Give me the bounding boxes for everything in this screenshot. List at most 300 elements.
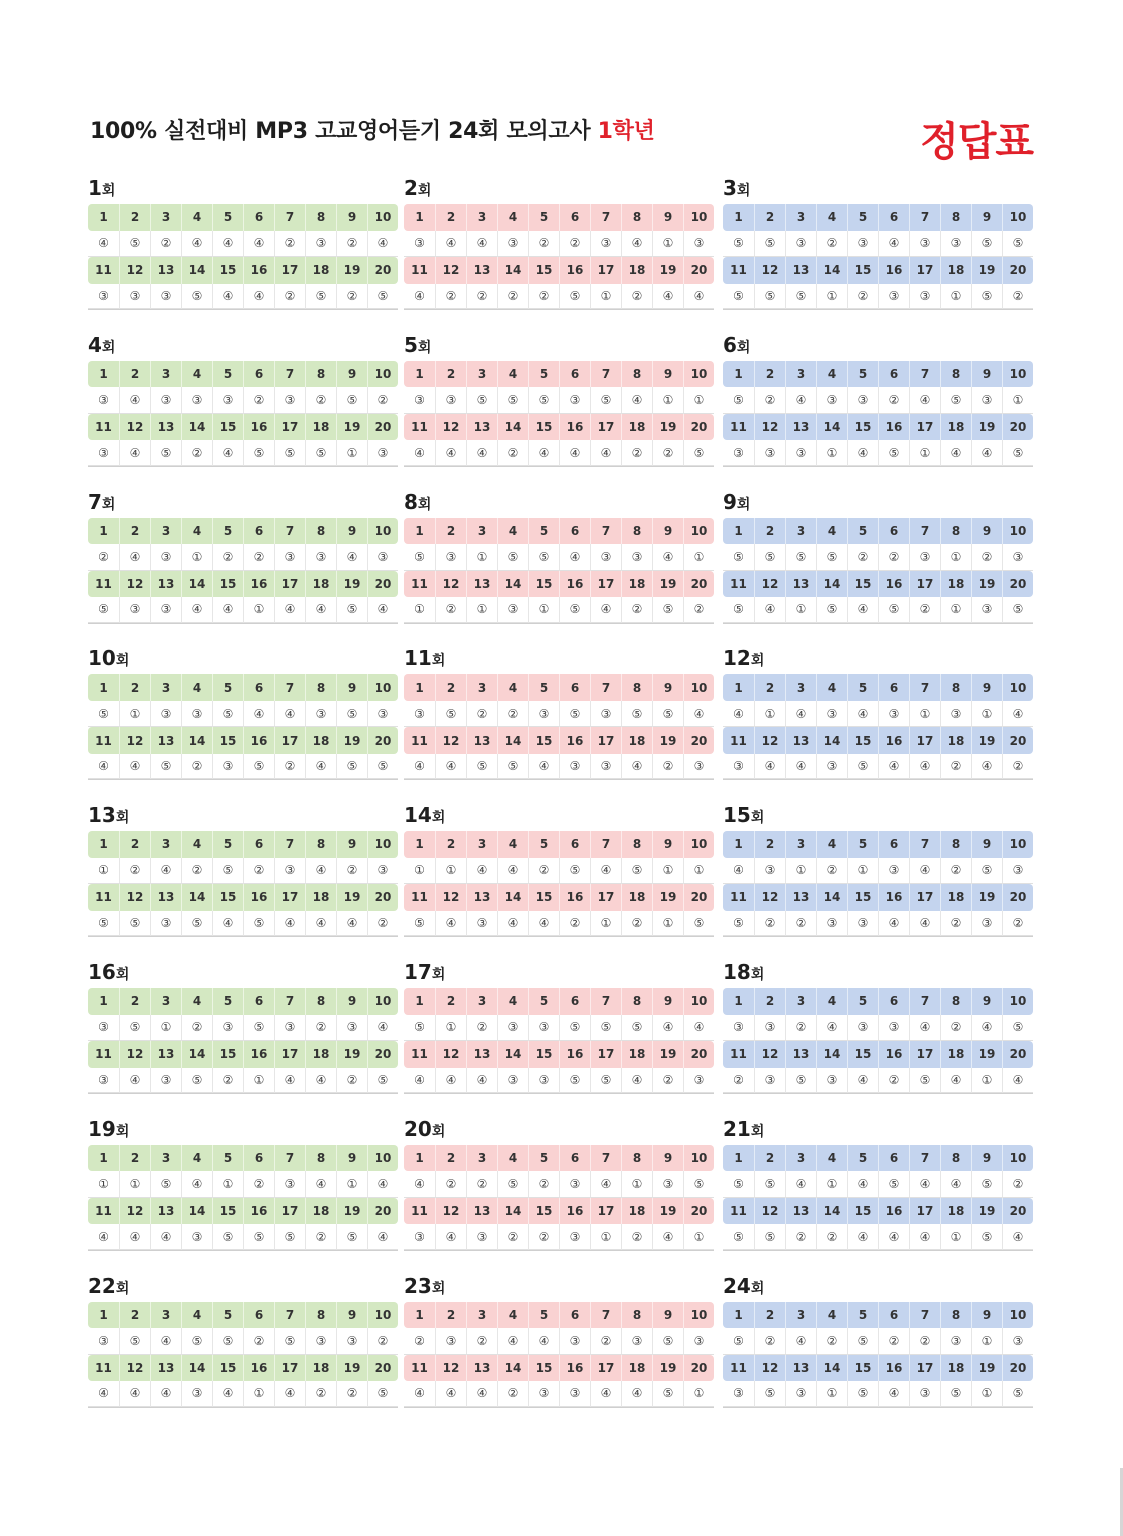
answer-cell: ④ (847, 597, 878, 623)
question-number-row (88, 518, 398, 545)
answer-grid (88, 204, 398, 310)
question-number: 10 (1002, 518, 1033, 545)
answer-cell: ③ (621, 1328, 652, 1355)
question-number: 15 (847, 1355, 878, 1382)
question-number: 20 (1002, 257, 1033, 284)
question-number: 14 (497, 414, 528, 441)
answer-cell: ⑤ (274, 1224, 305, 1250)
question-number: 17 (590, 727, 621, 754)
question-number: 19 (336, 257, 367, 284)
question-number: 2 (119, 988, 150, 1015)
answer-cell: ④ (274, 911, 305, 937)
question-number: 7 (274, 204, 305, 231)
question-number: 2 (119, 831, 150, 858)
answer-cell: ① (683, 544, 714, 571)
answer-grid (88, 1302, 398, 1408)
answer-cell: ⑤ (971, 1224, 1002, 1250)
question-number: 18 (305, 1355, 336, 1382)
answer-cell: ④ (621, 754, 652, 780)
question-number: 20 (683, 1355, 714, 1382)
question-number: 18 (940, 1198, 971, 1225)
question-number: 8 (940, 1302, 971, 1329)
question-number: 9 (971, 361, 1002, 388)
question-number: 13 (466, 1198, 497, 1225)
answer-cell: ② (847, 284, 878, 310)
question-number: 18 (940, 727, 971, 754)
question-number: 12 (435, 727, 466, 754)
question-number: 15 (528, 571, 559, 598)
answer-cell: ② (621, 1224, 652, 1250)
question-number: 13 (466, 1355, 497, 1382)
question-number: 5 (528, 361, 559, 388)
answer-cell: ① (88, 858, 119, 885)
set-number: 23 (404, 1273, 432, 1298)
question-number: 2 (119, 361, 150, 388)
set-title (404, 1273, 446, 1298)
answer-cell: ④ (274, 1068, 305, 1094)
answer-cell: ⑤ (150, 440, 181, 466)
question-number: 1 (734, 680, 743, 695)
question-number: 9 (652, 988, 683, 1015)
question-number: 12 (754, 884, 785, 911)
question-number-row (404, 414, 714, 441)
answer-cell: ② (1002, 1171, 1033, 1198)
answer-cell: ① (909, 701, 940, 728)
question-number: 7 (274, 831, 305, 858)
set-suffix: 회 (750, 653, 765, 670)
question-number: 13 (785, 1355, 816, 1382)
question-number: 11 (95, 576, 112, 591)
question-number: 14 (816, 1198, 847, 1225)
question-number: 9 (652, 361, 683, 388)
answer-cell: ④ (909, 911, 940, 937)
answer-cell: ⑤ (652, 1328, 683, 1355)
question-number: 8 (621, 831, 652, 858)
question-number: 19 (971, 1355, 1002, 1382)
answer-cell: ② (243, 387, 274, 414)
question-number: 11 (411, 733, 428, 748)
answer-cell: ③ (909, 231, 940, 258)
answer-cell: ③ (559, 1381, 590, 1407)
answer-cell: ④ (88, 754, 119, 780)
answer-row (404, 1381, 714, 1408)
answer-cell: ③ (559, 1224, 590, 1250)
question-number: 8 (621, 204, 652, 231)
answer-cell: ④ (119, 1068, 150, 1094)
answer-grid (404, 674, 714, 780)
question-number: 14 (181, 257, 212, 284)
question-number: 17 (274, 884, 305, 911)
answer-cell: ② (274, 284, 305, 310)
question-number-row (88, 831, 398, 858)
answer-cell: ④ (909, 387, 940, 414)
answer-cell: ⑤ (971, 231, 1002, 258)
answer-cell: ⑤ (88, 701, 119, 728)
question-number: 20 (367, 884, 398, 911)
answer-cell: ① (754, 701, 785, 728)
question-number: 12 (119, 1041, 150, 1068)
answer-cell: ④ (847, 1068, 878, 1094)
answer-cell: ③ (88, 1068, 119, 1094)
set-suffix: 회 (736, 496, 751, 513)
question-number: 9 (652, 518, 683, 545)
answer-cell: ⑤ (847, 1381, 878, 1407)
question-number: 6 (559, 204, 590, 231)
answer-cell: ⑤ (336, 387, 367, 414)
question-number: 14 (181, 1041, 212, 1068)
question-number: 1 (734, 210, 743, 225)
answer-cell: ② (878, 387, 909, 414)
question-number: 5 (528, 1302, 559, 1329)
answer-cell: ① (652, 858, 683, 885)
question-number: 8 (621, 361, 652, 388)
question-number: 17 (274, 257, 305, 284)
answer-cell: ⑤ (754, 1381, 785, 1407)
question-number: 11 (730, 576, 747, 591)
answer-row (88, 231, 398, 258)
question-number: 20 (367, 1355, 398, 1382)
answer-cell: ③ (683, 231, 714, 258)
question-number-row (88, 571, 398, 598)
answer-grid (404, 518, 714, 624)
question-number: 13 (150, 727, 181, 754)
question-number: 8 (621, 518, 652, 545)
answer-cell: ⑤ (559, 1015, 590, 1042)
answer-cell: ③ (88, 440, 119, 466)
answer-cell: ③ (940, 1328, 971, 1355)
answer-cell: ④ (785, 1328, 816, 1355)
answer-cell: ⑤ (181, 284, 212, 310)
answer-cell: ③ (150, 701, 181, 728)
question-number: 10 (683, 674, 714, 701)
answer-cell: ⑤ (1002, 440, 1033, 466)
answer-row (404, 387, 714, 414)
question-number: 3 (150, 988, 181, 1015)
question-number: 19 (652, 1041, 683, 1068)
question-number: 15 (528, 727, 559, 754)
answer-cell: ① (435, 858, 466, 885)
answer-cell: ② (940, 858, 971, 885)
answer-row (404, 1328, 714, 1355)
answer-cell: ③ (754, 1015, 785, 1042)
answer-key-badge: 정답표 (920, 119, 1033, 165)
question-number: 8 (940, 988, 971, 1015)
answer-row (88, 1224, 398, 1251)
question-number: 11 (411, 420, 428, 435)
question-number: 19 (336, 1355, 367, 1382)
answer-cell: ③ (528, 1015, 559, 1042)
question-number: 4 (181, 1302, 212, 1329)
answer-cell: ⑤ (909, 1068, 940, 1094)
question-number: 20 (367, 1198, 398, 1225)
answer-cell: ⑤ (723, 387, 754, 414)
question-number: 3 (150, 361, 181, 388)
answer-cell: ③ (909, 1381, 940, 1407)
question-number: 14 (497, 884, 528, 911)
answer-cell: ② (497, 1381, 528, 1407)
question-number: 7 (909, 988, 940, 1015)
answer-cell: ④ (466, 1381, 497, 1407)
answer-cell: ④ (528, 440, 559, 466)
answer-cell: ④ (119, 1224, 150, 1250)
question-number: 10 (367, 518, 398, 545)
answer-cell: ⑤ (621, 858, 652, 885)
answer-cell: ③ (88, 284, 119, 310)
question-number: 19 (971, 884, 1002, 911)
question-number: 5 (847, 518, 878, 545)
answer-cell: ② (212, 1068, 243, 1094)
answer-grid (723, 1302, 1033, 1408)
answer-cell: ④ (590, 440, 621, 466)
answer-cell: ③ (754, 1068, 785, 1094)
question-number: 7 (909, 518, 940, 545)
question-number: 3 (466, 204, 497, 231)
question-number: 10 (1002, 674, 1033, 701)
question-number: 2 (435, 1145, 466, 1172)
set-number: 20 (404, 1116, 432, 1141)
answer-cell: ⑤ (119, 1015, 150, 1042)
answer-cell: ③ (336, 1328, 367, 1355)
answer-cell: ④ (305, 1068, 336, 1094)
answer-cell: ② (181, 1015, 212, 1042)
question-number: 11 (95, 263, 112, 278)
answer-cell: ② (909, 1328, 940, 1355)
question-number: 1 (734, 1151, 743, 1166)
answer-cell: ④ (816, 1015, 847, 1042)
answer-cell: ④ (336, 544, 367, 571)
question-number: 16 (559, 1198, 590, 1225)
question-number: 15 (212, 571, 243, 598)
question-number: 8 (305, 1145, 336, 1172)
answer-cell: ⑤ (878, 597, 909, 623)
answer-cell: ③ (1002, 1328, 1033, 1355)
question-number: 17 (274, 414, 305, 441)
answer-cell: ⑤ (181, 1328, 212, 1355)
answer-cell: ③ (590, 231, 621, 258)
question-number-row (88, 988, 398, 1015)
answer-cell: ④ (652, 284, 683, 310)
answer-cell: ⑤ (274, 1328, 305, 1355)
answer-cell: ③ (847, 387, 878, 414)
question-number: 6 (243, 361, 274, 388)
answer-cell: ③ (816, 911, 847, 937)
question-number: 1 (415, 1307, 424, 1322)
answer-cell: ④ (305, 1171, 336, 1198)
answer-cell: ④ (212, 911, 243, 937)
question-number: 10 (683, 518, 714, 545)
set-number: 15 (723, 803, 751, 828)
set-number: 6 (723, 332, 737, 357)
question-number: 4 (816, 518, 847, 545)
answer-cell: ① (119, 701, 150, 728)
question-number: 15 (212, 257, 243, 284)
answer-cell: ② (274, 754, 305, 780)
set-suffix: 회 (417, 339, 432, 356)
answer-cell: ② (940, 754, 971, 780)
question-number: 4 (181, 674, 212, 701)
question-number: 15 (212, 1041, 243, 1068)
answer-cell: ⑤ (435, 701, 466, 728)
answer-cell: ② (528, 231, 559, 258)
set-title (404, 803, 446, 828)
answer-cell: ④ (940, 440, 971, 466)
answer-row (88, 858, 398, 885)
set-number: 24 (723, 1273, 751, 1298)
answer-cell: ① (785, 858, 816, 885)
answer-cell: ⑤ (243, 754, 274, 780)
set-number: 19 (88, 1116, 116, 1141)
question-number: 3 (466, 518, 497, 545)
question-number: 4 (497, 988, 528, 1015)
question-number: 2 (119, 674, 150, 701)
answer-cell: ③ (683, 1068, 714, 1094)
answer-cell: ① (466, 544, 497, 571)
answer-cell: ③ (559, 387, 590, 414)
question-number: 1 (734, 837, 743, 852)
question-number: 18 (621, 414, 652, 441)
question-number: 16 (243, 257, 274, 284)
question-number: 9 (652, 831, 683, 858)
answer-cell: ⑤ (243, 1015, 274, 1042)
question-number: 2 (119, 1145, 150, 1172)
answer-cell: ④ (119, 754, 150, 780)
answer-cell: ① (590, 911, 621, 937)
question-number: 15 (212, 1355, 243, 1382)
answer-cell: ④ (590, 1381, 621, 1407)
question-number: 16 (559, 414, 590, 441)
question-number: 10 (683, 1145, 714, 1172)
answer-cell: ④ (621, 387, 652, 414)
question-number: 14 (816, 257, 847, 284)
answer-cell: ② (652, 754, 683, 780)
question-number: 1 (99, 1151, 108, 1166)
answer-cell: ⑤ (559, 284, 590, 310)
set-suffix: 회 (736, 339, 751, 356)
question-number: 11 (730, 890, 747, 905)
answer-cell: ① (971, 1381, 1002, 1407)
question-number: 18 (305, 414, 336, 441)
answer-cell: ⑤ (367, 754, 398, 780)
question-number: 14 (816, 884, 847, 911)
answer-cell: ③ (590, 544, 621, 571)
answer-cell: ⑤ (847, 1328, 878, 1355)
answer-cell: ④ (785, 754, 816, 780)
answer-cell: ③ (785, 440, 816, 466)
answer-cell: ③ (497, 1015, 528, 1042)
answer-cell: ⑤ (652, 701, 683, 728)
question-number-row (404, 518, 714, 545)
answer-cell: ⑤ (754, 1224, 785, 1250)
answer-cell: ③ (367, 544, 398, 571)
answer-cell: ⑤ (652, 597, 683, 623)
answer-cell: ③ (723, 1381, 754, 1407)
question-number: 5 (528, 1145, 559, 1172)
answer-cell: ③ (274, 858, 305, 885)
set-title (88, 332, 116, 357)
answer-cell: ② (466, 284, 497, 310)
question-number: 3 (785, 674, 816, 701)
answer-cell: ⑤ (212, 1224, 243, 1250)
question-number: 12 (754, 257, 785, 284)
question-number: 20 (683, 571, 714, 598)
answer-cell: ① (404, 858, 435, 885)
question-number: 11 (730, 1204, 747, 1219)
question-number: 12 (754, 1198, 785, 1225)
question-number: 4 (497, 361, 528, 388)
question-number: 14 (497, 1198, 528, 1225)
set-suffix: 회 (417, 183, 432, 199)
question-number: 6 (878, 1145, 909, 1172)
answer-row (404, 597, 714, 624)
question-number: 13 (785, 257, 816, 284)
question-number: 12 (119, 727, 150, 754)
answer-cell: ④ (971, 440, 1002, 466)
set-number: 18 (723, 960, 751, 984)
question-number: 14 (181, 727, 212, 754)
set-number: 9 (723, 489, 737, 514)
question-number: 19 (652, 414, 683, 441)
question-number-row (404, 1198, 714, 1225)
answer-cell: ④ (274, 597, 305, 623)
answer-cell: ③ (590, 754, 621, 780)
answer-row (404, 1068, 714, 1095)
question-number: 5 (212, 204, 243, 231)
question-number: 17 (909, 1198, 940, 1225)
answer-cell: ⑤ (1002, 1015, 1033, 1042)
answer-cell: ② (305, 387, 336, 414)
question-number: 12 (119, 571, 150, 598)
answer-cell: ⑤ (559, 1068, 590, 1094)
question-number: 13 (150, 884, 181, 911)
answer-cell: ② (497, 284, 528, 310)
answer-cell: ④ (723, 701, 754, 728)
answer-cell: ⑤ (305, 440, 336, 466)
answer-cell: ④ (497, 858, 528, 885)
question-number: 8 (940, 518, 971, 545)
answer-cell: ④ (404, 284, 435, 310)
answer-cell: ④ (305, 754, 336, 780)
answer-cell: ① (940, 597, 971, 623)
question-number: 19 (971, 1041, 1002, 1068)
answer-cell: ③ (88, 1015, 119, 1042)
question-number: 17 (590, 414, 621, 441)
answer-cell: ⑤ (559, 597, 590, 623)
question-number: 2 (435, 1302, 466, 1329)
answer-cell: ④ (435, 1068, 466, 1094)
answer-cell: ④ (150, 1224, 181, 1250)
question-number: 1 (415, 1151, 424, 1166)
question-number: 10 (1002, 361, 1033, 388)
answer-cell: ② (367, 387, 398, 414)
answer-cell: ② (367, 911, 398, 937)
set-suffix: 회 (115, 810, 130, 827)
question-number: 14 (181, 1355, 212, 1382)
set-title (723, 962, 764, 982)
set-suffix: 회 (101, 183, 116, 199)
question-number: 6 (559, 988, 590, 1015)
answer-cell: ① (621, 1171, 652, 1198)
answer-cell: ② (528, 284, 559, 310)
answer-row (88, 911, 398, 938)
answer-cell: ⑤ (336, 1224, 367, 1250)
question-number: 9 (971, 831, 1002, 858)
question-number: 7 (590, 831, 621, 858)
question-number: 6 (243, 674, 274, 701)
question-number: 19 (336, 727, 367, 754)
answer-cell: ④ (181, 597, 212, 623)
answer-cell: ④ (212, 440, 243, 466)
question-number: 19 (336, 1198, 367, 1225)
